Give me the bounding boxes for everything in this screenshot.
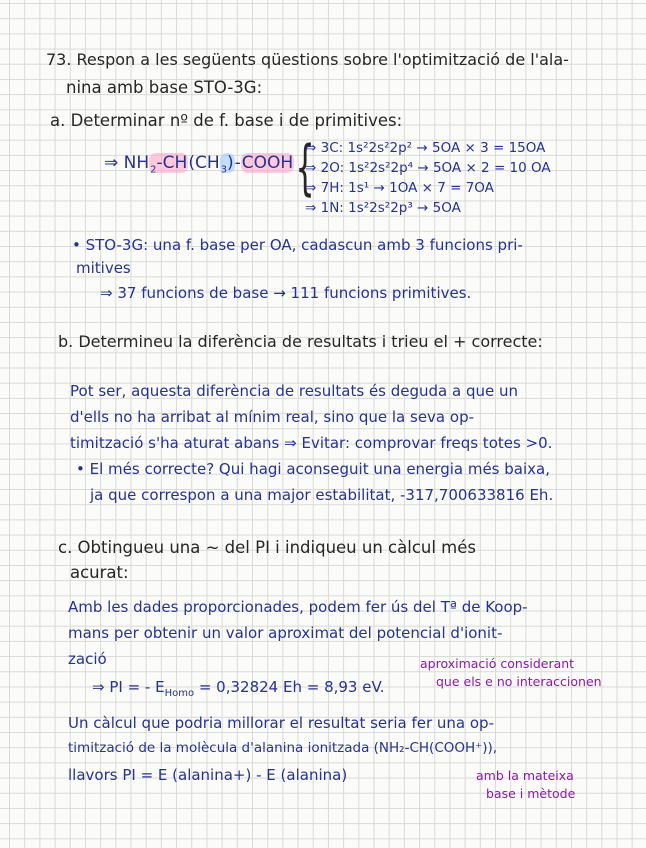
sto-note-line-2: mitives — [76, 259, 131, 277]
basis-result: ⇒ 37 funcions de base → 111 funcions primitives. — [100, 284, 472, 302]
row-nitrogen: ⇒ 1N: 1s²2s²2p³ → 5OA — [305, 200, 461, 216]
part-b-line-4: • El més correcte? Qui hagi aconseguit una energia més baixa, — [76, 460, 550, 478]
part-b-line-1: Pot ser, aquesta diferència de resultats és deguda a que un — [70, 382, 519, 400]
part-c-line-1: Amb les dades proporcionades, podem fer ús del Tª de Koop- — [68, 598, 528, 616]
molecule-formula: ⇒ $NH_2-CH(CH_3)$-COOH — [104, 153, 294, 176]
part-c-heading-line-2: acurat: — [70, 563, 129, 582]
row-hydrogen: ⇒ 7H: 1s¹ → 1OA × 7 = 7OA — [305, 180, 494, 196]
pi-formula: ⇒ PI = - $E_{Homo} = 0,32824$ Eh = 8,93 eV. — [92, 678, 385, 699]
part-c-heading-line-1: c. Obtingueu una ~ del PI i indiqueu un càlcul més — [58, 538, 476, 557]
final-line-2: timització de la molècula d'alanina ionitzada (NH₂-CH(COOH⁺)), — [68, 740, 498, 756]
part-b-line-5: ja que correspon a una major estabilitat, -317,700633816 Eh. — [90, 486, 554, 504]
part-c-line-2: mans per obtenir un valor aproximat del potencial d'ionit- — [68, 624, 503, 642]
part-a-heading: a. Determinar nº de f. base i de primitives: — [50, 111, 403, 130]
row-carbon: ⇒ 3C: 1s²2s²2p² → 5OA × 3 = 15OA — [305, 140, 546, 156]
part-b-line-2: d'ells no ha arribat al mínim real, sino que la seva op- — [70, 408, 475, 426]
sto-note-line-1: • STO-3G: una f. base per OA, cadascun amb 3 funcions pri- — [72, 236, 523, 254]
part-b-line-3: timització s'ha aturat abans ⇒ Evitar: comprovar freqs totes >0. — [70, 434, 553, 452]
question-line-2: nina amb base STO-3G: — [66, 78, 263, 97]
part-c-line-3: zació — [68, 650, 107, 668]
question-line-1: 73. Respon a les següents qüestions sobre l'optimització de l'ala- — [46, 50, 569, 69]
final-line-1: Un càlcul que podria millorar el resultat seria fer una op- — [68, 714, 494, 732]
row-oxygen: ⇒ 2O: 1s²2s²2p⁴ → 5OA × 2 = 10 OA — [305, 160, 551, 176]
part-b-heading: b. Determineu la diferència de resultats i trieu el + correcte: — [58, 332, 543, 351]
method-note-line-2: base i mètode — [486, 786, 576, 801]
final-line-3: llavors PI = E (alanina+) - E (alanina) — [68, 766, 348, 784]
brace: { — [295, 133, 315, 203]
koopmans-note-line-1: aproximació considerant — [420, 656, 575, 671]
method-note-line-1: amb la mateixa — [476, 768, 574, 783]
koopmans-note-line-2: que els e no interaccionen — [436, 674, 602, 689]
